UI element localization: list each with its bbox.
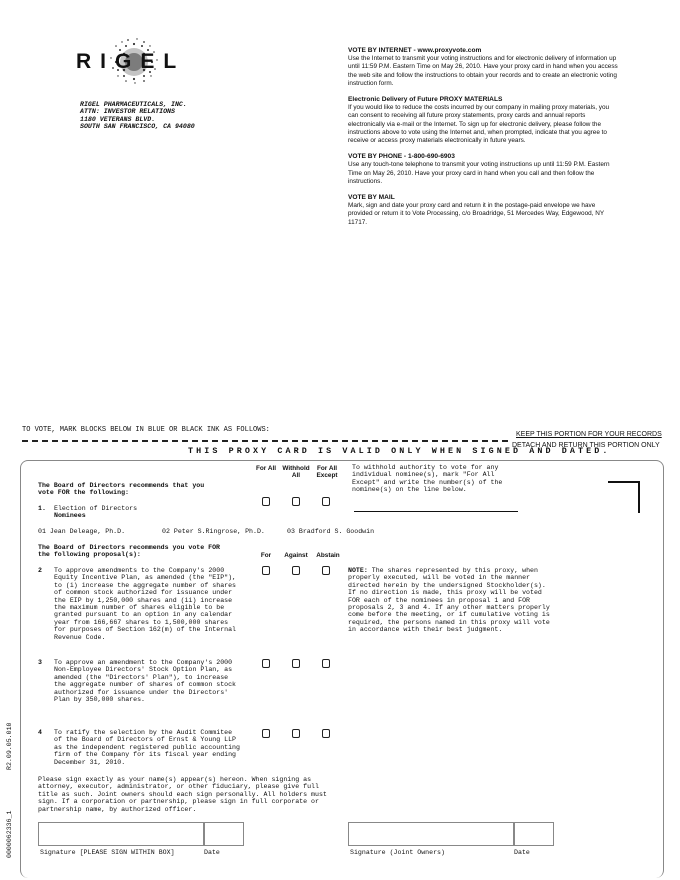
detach-portion-label: DETACH AND RETURN THIS PORTION ONLY: [512, 442, 660, 449]
withhold-text-3: Except" and write the number(s) of the: [352, 478, 503, 486]
company-attn: ATTN: INVESTOR RELATIONS: [80, 108, 175, 116]
item4-line: To ratify the selection by the Audit Commitee: [54, 729, 233, 736]
note-line: required, the persons named in this proxy will vote: [348, 618, 550, 626]
board-rec-2a: The Board of Directors recommends you vote FOR: [38, 544, 221, 551]
joint-signature-box[interactable]: [348, 822, 514, 846]
item4-abstain-checkbox[interactable]: [322, 729, 330, 738]
phone-vote-title: VOTE BY PHONE - 1-800-690-6903: [348, 153, 455, 161]
note-line: directed herein by the undersigned Stockholder(s).: [348, 581, 546, 589]
nominee-2: 02 Peter S.Ringrose, Ph.D.: [162, 528, 265, 535]
date-label: Date: [204, 849, 220, 856]
edelivery-title: Electronic Delivery of Future PROXY MATERIALS: [348, 96, 503, 104]
note-line: come before the meeting, or if cumulative voting is: [348, 611, 550, 619]
item4-line: as the independent registered public accounting: [54, 743, 240, 751]
item2-line: to (i) increase the aggregate number of shares: [54, 581, 237, 589]
item2-against-checkbox[interactable]: [292, 566, 300, 575]
date-box[interactable]: [204, 822, 244, 846]
item2-line: the maximum number of shares eligible to be: [54, 604, 225, 612]
company-address: [80, 101, 195, 131]
item4-line: of the Board of Directors of Ernst & Young LLP: [54, 736, 237, 744]
detach-dashed-line: [22, 440, 508, 442]
side-code: [5, 700, 19, 860]
withhold-text-2: individual nominee(s), mark "For All: [352, 471, 495, 479]
withhold-instructions: [352, 464, 502, 494]
item3-line: Plan by 350,000 shares.: [54, 696, 146, 704]
side-code-left: 0000062336_1: [6, 810, 13, 858]
item2-abstain-checkbox[interactable]: [322, 566, 330, 575]
item3-number: 3: [38, 659, 42, 666]
item3-text: [54, 659, 236, 703]
item1-number: 1.: [38, 505, 46, 512]
note-line: FOR each of the nominees in proposal 1 and FOR: [348, 596, 531, 604]
item4-line: December 31, 2010.: [54, 758, 126, 766]
for-all-checkbox[interactable]: [262, 497, 270, 506]
item3-against-checkbox[interactable]: [292, 659, 300, 668]
col-for-all: For All: [256, 465, 276, 472]
signature-box[interactable]: [38, 822, 204, 846]
company-street: 1180 VETERANS BLVD.: [80, 115, 156, 123]
ink-instruction: TO VOTE, MARK BLOCKS BELOW IN BLUE OR BLACK INK AS FOLLOWS:: [22, 426, 270, 434]
item2-line: Revenue Code.: [54, 633, 106, 641]
item3-line: amended (the "Directors' Plan"), to increase: [54, 673, 229, 681]
keep-portion-text: KEEP THIS PORTION FOR YOUR RECORDS: [516, 431, 662, 438]
item2-for-checkbox[interactable]: [262, 566, 270, 575]
nominee-1: 01 Jean Deleage, Ph.D.: [38, 528, 126, 535]
item2-number: 2: [38, 567, 42, 574]
item2-line: Equity Incentive Plan, as amended (the "EIP"),: [54, 574, 237, 582]
item2-line: To approve amendments to the Company's 2000: [54, 567, 225, 574]
rigel-logo: [76, 36, 206, 96]
col-abstain: Abstain: [316, 552, 340, 559]
item4-line: firm of the Company for its fiscal year ending: [54, 751, 237, 759]
item2-line: year from 166,667 shares to 1,500,000 shares: [54, 618, 229, 626]
except-nominee-line[interactable]: [354, 511, 518, 512]
mail-vote-title: VOTE BY MAIL: [348, 194, 395, 202]
signing-instructions: [38, 776, 327, 813]
signature-label: Signature [PLEASE SIGN WITHIN BOX]: [40, 849, 175, 856]
item2-line: for purposes of Section 162(m) of the Internal: [54, 626, 237, 634]
joint-date-label: Date: [514, 849, 530, 856]
note-line: If no direction is made, this proxy will be voted: [348, 589, 542, 597]
sign-line: sign. If a corporation or partnership, please sign in full corporate or: [38, 798, 319, 806]
item4-against-checkbox[interactable]: [292, 729, 300, 738]
company-name: RIGEL PHARMACEUTICALS, INC.: [80, 101, 187, 108]
item2-line: the EIP by 1,250,000 shares and (ii) increase: [54, 596, 233, 604]
corner-mark: [608, 481, 640, 483]
corner-mark-vertical: [638, 481, 640, 513]
mail-vote-text: Mark, sign and date your proxy card and return it in the postage-paid envelope we have provided or return it to Vote Processing, c/o Broadridge, 51 Mercedes Way, Edgewood, NY 11717.: [348, 202, 604, 226]
item3-abstain-checkbox[interactable]: [322, 659, 330, 668]
col-for: For: [260, 552, 272, 559]
edelivery-text: If you would like to reduce the costs incurred by our company in mailing proxy materials, you can consent to receiving all future proxy statements, proxy cards and annual reports electronically via e-mail or the Internet. To sign up for electronic delivery, please follow the instructions above to vote using the Internet and, when prompted, indicate that you agree to receive or access proxy materials electronically in future years.: [348, 104, 610, 145]
joint-date-box[interactable]: [514, 822, 554, 846]
item3-for-checkbox[interactable]: [262, 659, 270, 668]
item2-line: of common stock authorized for issuance under: [54, 589, 233, 597]
nominee-3: 03 Bradford S. Goodwin: [287, 528, 375, 535]
note-line: properly executed, will be voted in the manner: [348, 574, 531, 582]
board-rec-1a: The Board of Directors recommends that you: [38, 482, 205, 489]
note-line: The shares represented by this proxy, when: [367, 567, 538, 574]
note-line: proposals 2, 3 and 4. If any other matters properly: [348, 604, 550, 612]
internet-vote-text: Use the Internet to transmit your voting instructions and for electronic delivery of information up until 11:59 P.M. Eastern Time on May 26, 2010. Have your proxy card in hand when you access the web site and follow the instructions to obtain your records and to create an electronic voting instruction form.: [348, 55, 618, 87]
note-text: [348, 567, 550, 634]
item2-text: [54, 567, 236, 641]
company-city: SOUTH SAN FRANCISCO, CA 94080: [80, 123, 195, 131]
withhold-text-4: nominee(s) on the line below.: [352, 486, 467, 494]
sign-line: title as such. Joint owners should each sign personally. All holders must: [38, 790, 327, 798]
voting-instructions: [348, 47, 618, 235]
col-withhold-all: Withhold All: [282, 465, 310, 480]
item2-line: granted pursuant to an option in any calendar: [54, 611, 233, 619]
keep-portion-label: [516, 431, 662, 438]
col-for-all-except: For All Except: [316, 465, 338, 480]
for-all-except-checkbox[interactable]: [322, 497, 330, 506]
item3-line: authorized for issuance under the Directors': [54, 688, 229, 696]
item3-line: Non-Employee Directors' Stock Option Plan, as: [54, 666, 233, 674]
note-line: in accordance with their best judgment.: [348, 626, 503, 634]
sign-line: Please sign exactly as your name(s) appear(s) hereon. When signing as: [38, 776, 312, 783]
sign-line: attorney, executor, administrator, or other fiduciary, please give full: [38, 783, 319, 791]
item3-line: To approve an amendment to the Company's 2000: [54, 659, 233, 666]
valid-notice: THIS PROXY CARD IS VALID ONLY WHEN SIGNED AND DATED.: [188, 446, 611, 456]
side-code-right: R2.09.05.010: [6, 722, 13, 770]
internet-vote-title: VOTE BY INTERNET - www.proxyvote.com: [348, 47, 482, 54]
col-against: Against: [284, 552, 308, 559]
item4-text: [54, 729, 240, 766]
phone-vote-text: Use any touch-tone telephone to transmit your voting instructions up until 11:59 P.M. Eastern Time on May 26, 2010. Have your proxy card in hand when you call and then follow the instructions.: [348, 161, 610, 185]
withhold-text-1: To withhold authority to vote for any: [352, 464, 499, 471]
item4-number: 4: [38, 729, 42, 736]
sign-line: partnership name, by authorized officer.: [38, 805, 197, 813]
joint-signature-label: Signature (Joint Owners): [350, 849, 445, 856]
item4-for-checkbox[interactable]: [262, 729, 270, 738]
board-rec-2b: the following proposal(s):: [38, 551, 141, 558]
withhold-all-checkbox[interactable]: [292, 497, 300, 506]
item1-nominees-label: Nominees: [54, 512, 86, 519]
note-label: NOTE:: [348, 567, 368, 574]
logo-wordmark: RIGEL: [76, 50, 186, 73]
board-rec-1b: vote FOR the following:: [38, 489, 130, 496]
item1-title: Election of Directors: [54, 505, 138, 512]
item3-line: the aggregate number of shares of common stock: [54, 681, 237, 689]
